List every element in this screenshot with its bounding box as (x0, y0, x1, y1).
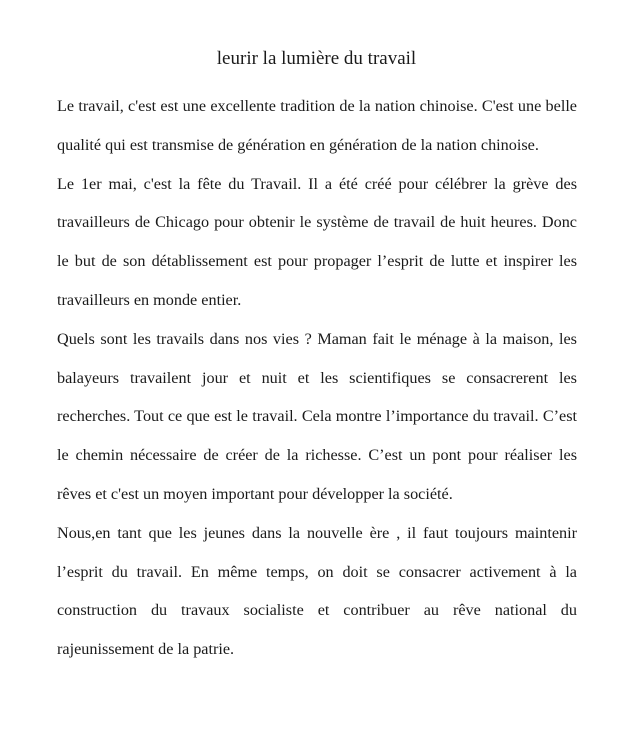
paragraph-1: Le travail, c'est est une excellente tradition de la nation chinoise. C'est une belle qualité qui est transmise de génération en génération de la nation chinoise. (57, 97, 577, 154)
document-body (57, 87, 577, 669)
paragraph-4: Nous,en tant que les jeunes dans la nouvelle ère , il faut toujours maintenir l’esprit du travail. En même temps, on doit se consacrer activement à la construction du travaux socialiste et contribuer au rêve national du rajeunissement de la patrie. (57, 523, 577, 659)
paragraph-3: Quels sont les travails dans nos vies ? Maman fait le ménage à la maison, les balayeurs travailent jour et nuit et les scientifiques se consacrerent les recherches. Tout ce que est le travail. Cela montre l’importance du travail. C’est le chemin nécessaire de créer de la richesse. C’est un pont pour réaliser les rêves et c'est un moyen important pour développer la société. (57, 329, 577, 503)
paragraph-2: Le 1er mai, c'est la fête du Travail. Il a été créé pour célébrer la grève des travailleurs de Chicago pour obtenir le système de travail de huit heures. Donc le but de son détablissement est pour propager l’esprit de lutte et inspirer les travailleurs en monde entier. (57, 174, 577, 309)
document-title: leurir la lumière du travail (216, 48, 417, 69)
